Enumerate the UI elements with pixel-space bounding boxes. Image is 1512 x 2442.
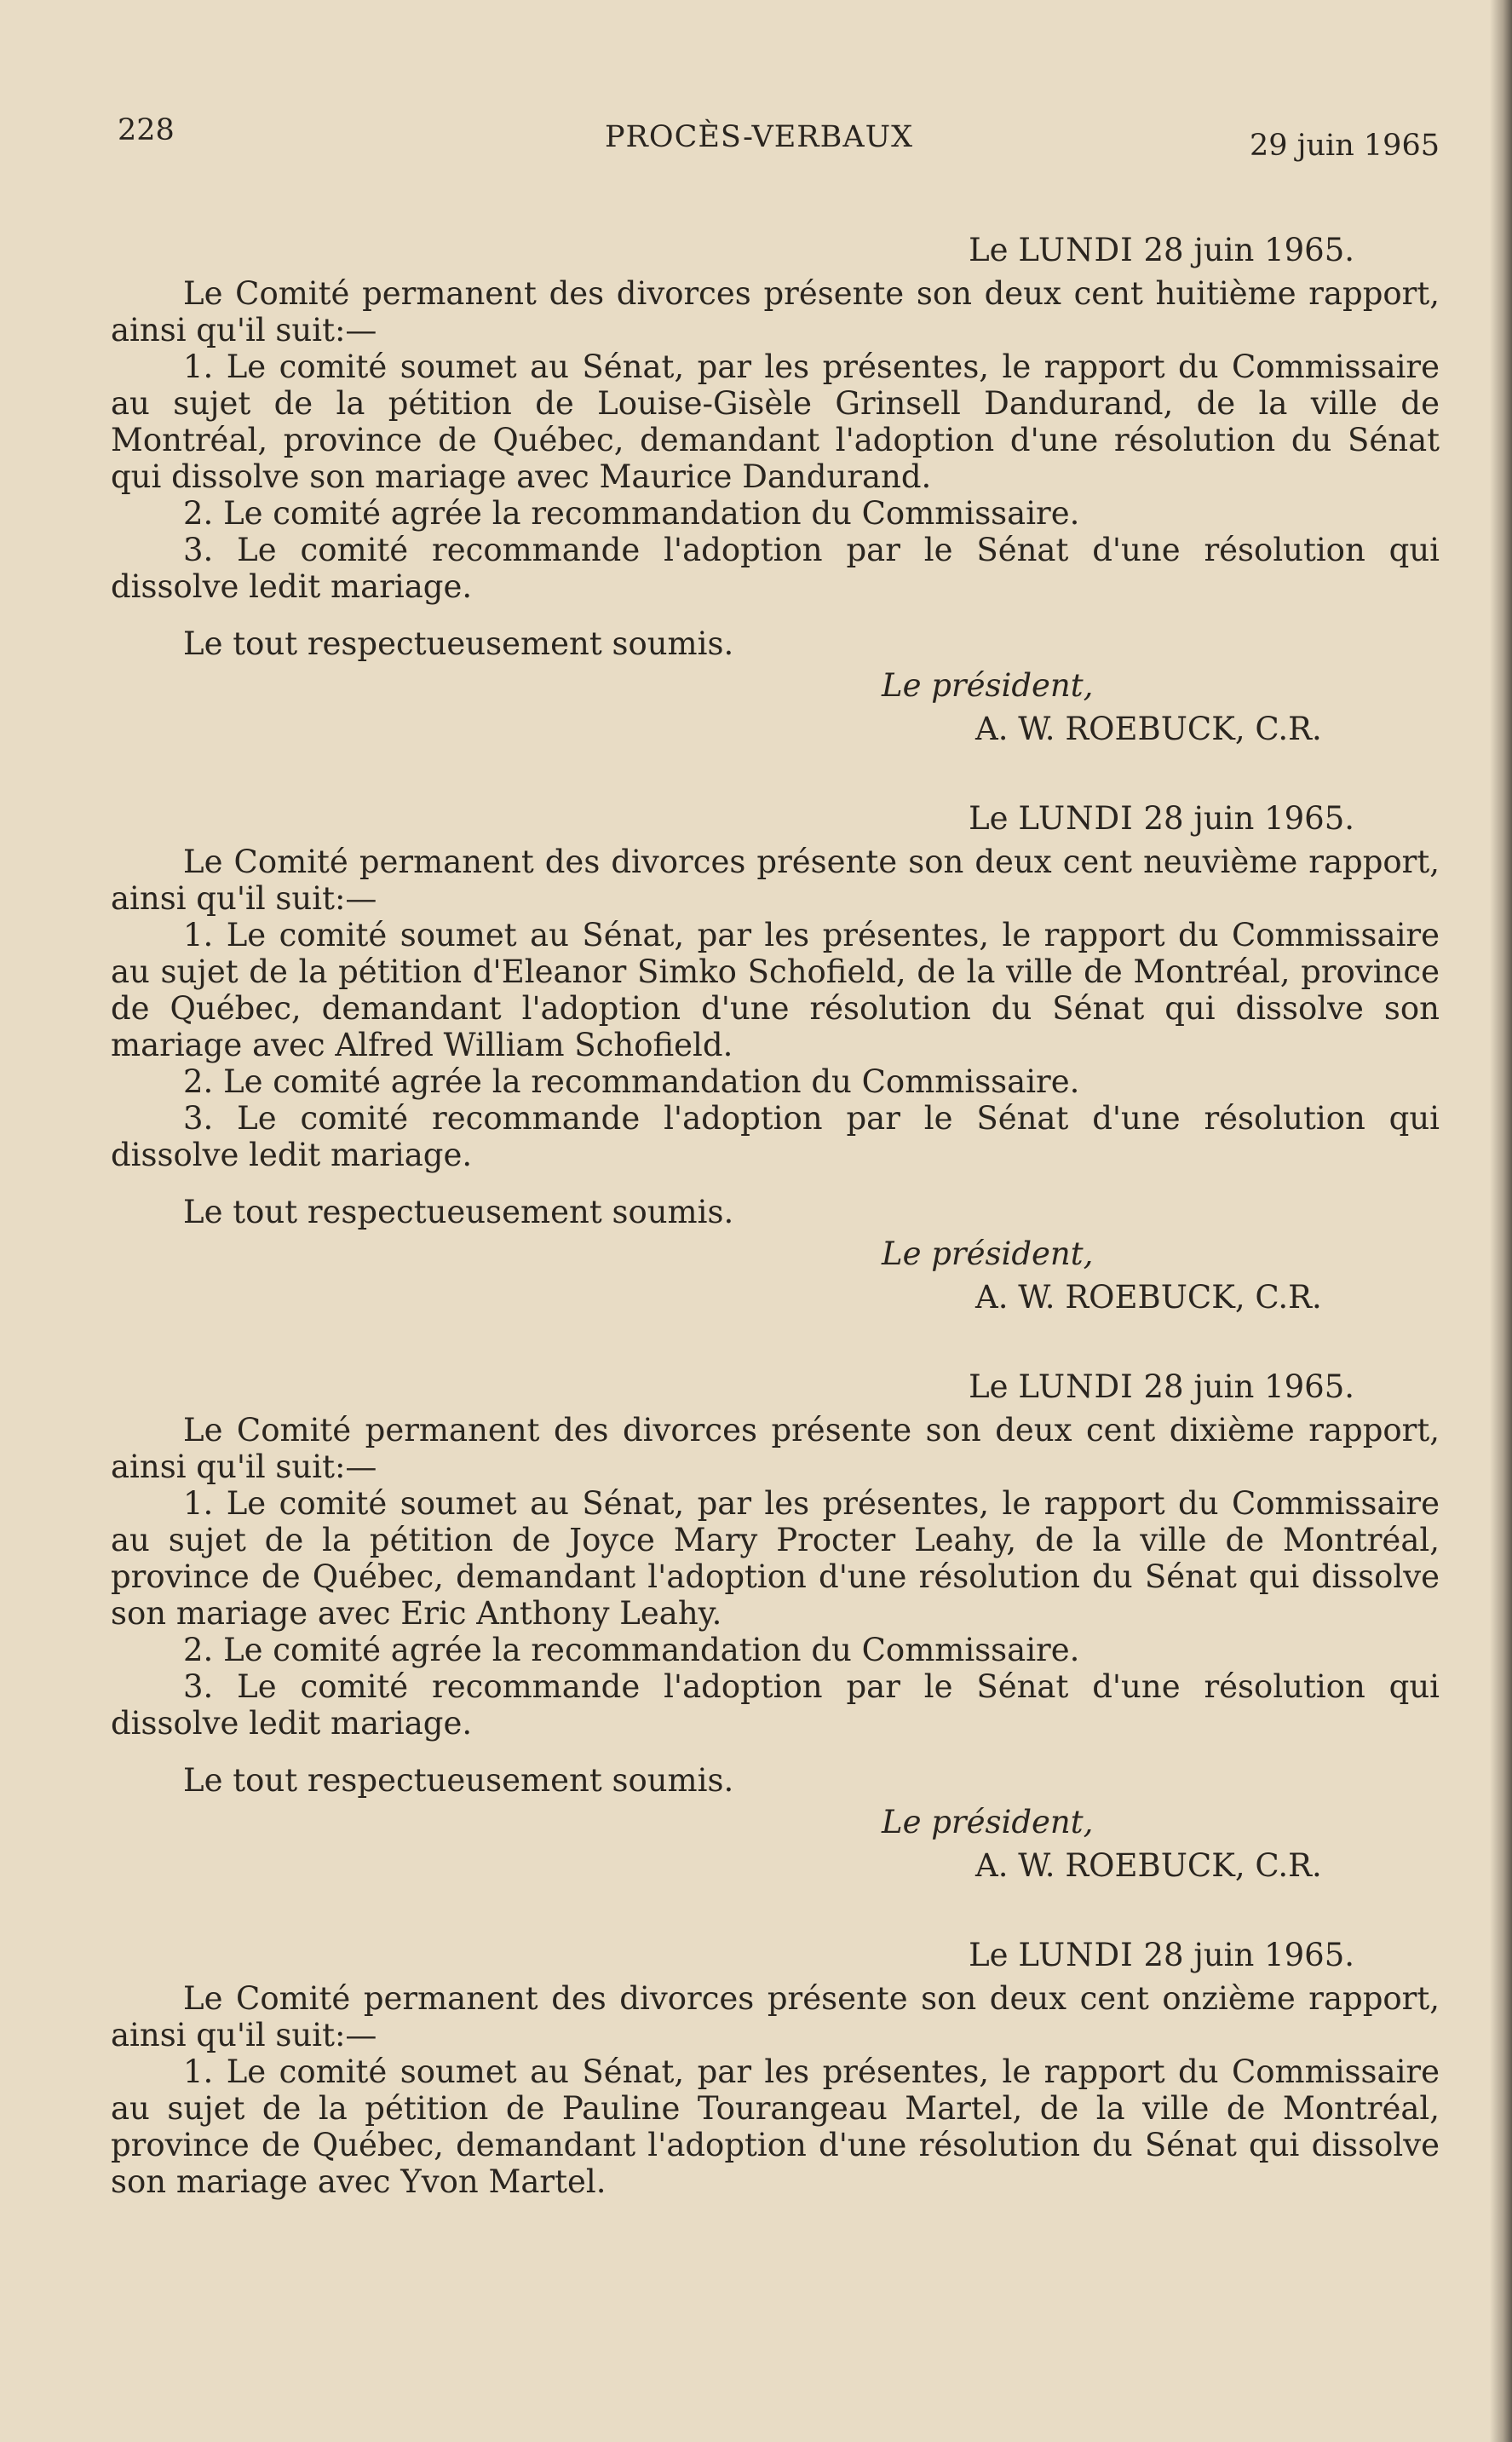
report-date bbox=[111, 232, 1440, 268]
date-rest: 28 juin 1965. bbox=[1143, 1937, 1354, 1973]
running-title: PROCÈS-VERBAUX bbox=[605, 120, 914, 154]
date-rest: 28 juin 1965. bbox=[1143, 800, 1354, 837]
report-item-2: 2. Le comité agrée la recommandation du Commissaire. bbox=[183, 1632, 1080, 1668]
report-closing: Le tout respectueusement soumis. bbox=[183, 1762, 734, 1799]
report-date bbox=[111, 1368, 1440, 1405]
report-intro: Le Comité permanent des divorces présente son deux cent dixième rapport, ainsi qu'il suit:— bbox=[111, 1412, 1440, 1485]
report-208 bbox=[111, 232, 1440, 747]
report-intro: Le Comité permanent des divorces présente son deux cent neuvième rapport, ainsi qu'il suit:— bbox=[111, 844, 1440, 917]
date-prefix: Le bbox=[969, 1368, 1009, 1405]
date-rest: 28 juin 1965. bbox=[1143, 232, 1354, 268]
report-item-1: 1. Le comité soumet au Sénat, par les présentes, le rapport du Commissaire au sujet de la pétition d'Eleanor Simko Schofield, de la ville de Montréal, province de Québec, demandant l'adoption d'une résolution du Sénat qui dissolve son mariage avec Alfred William Schofield. bbox=[111, 917, 1440, 1063]
date-day: LUNDI bbox=[1018, 1368, 1134, 1405]
date-prefix: Le bbox=[969, 800, 1009, 837]
date-prefix: Le bbox=[969, 232, 1009, 268]
signature-name: A. W. ROEBUCK, C.R. bbox=[975, 1847, 1322, 1884]
signature bbox=[882, 1235, 1440, 1316]
page-content bbox=[111, 102, 1440, 2200]
date-day: LUNDI bbox=[1018, 1937, 1134, 1973]
date-prefix: Le bbox=[969, 1937, 1009, 1973]
date-day: LUNDI bbox=[1018, 232, 1134, 268]
report-item-2: 2. Le comité agrée la recommandation du Commissaire. bbox=[183, 495, 1080, 532]
signature-name: A. W. ROEBUCK, C.R. bbox=[975, 1279, 1322, 1316]
header-date: 29 juin 1965 bbox=[1250, 129, 1440, 163]
report-item-1: 1. Le comité soumet au Sénat, par les présentes, le rapport du Commissaire au sujet de la pétition de Louise-Gisèle Grinsell Dandurand, de la ville de Montréal, province de Québec, demandant l'adoption d'une résolution du Sénat qui dissolve son mariage avec Maurice Dandurand. bbox=[111, 348, 1440, 495]
signature-title: Le président, bbox=[882, 1804, 1094, 1840]
page-edge-shadow bbox=[1490, 0, 1512, 2442]
report-item-2: 2. Le comité agrée la recommandation du Commissaire. bbox=[183, 1063, 1080, 1100]
signature bbox=[882, 667, 1440, 747]
report-item-1: 1. Le comité soumet au Sénat, par les présentes, le rapport du Commissaire au sujet de la pétition de Pauline Tourangeau Martel, de la ville de Montréal, province de Québec, demandant l'adoption d'une résolution du Sénat qui dissolve son mariage avec Yvon Martel. bbox=[111, 2053, 1440, 2200]
report-209 bbox=[111, 800, 1440, 1316]
page-number: 228 bbox=[118, 113, 175, 147]
date-rest: 28 juin 1965. bbox=[1143, 1368, 1354, 1405]
report-closing: Le tout respectueusement soumis. bbox=[183, 625, 734, 662]
report-item-3: 3. Le comité recommande l'adoption par le Sénat d'une résolution qui dissolve ledit mariage. bbox=[111, 1100, 1440, 1173]
signature-title: Le président, bbox=[882, 667, 1094, 704]
report-closing: Le tout respectueusement soumis. bbox=[183, 1194, 734, 1230]
signature-title: Le président, bbox=[882, 1235, 1094, 1272]
page-header bbox=[111, 102, 1440, 179]
report-intro: Le Comité permanent des divorces présente son deux cent onzième rapport, ainsi qu'il suit:— bbox=[111, 1980, 1440, 2053]
report-date bbox=[111, 800, 1440, 837]
report-date bbox=[111, 1937, 1440, 1973]
report-210 bbox=[111, 1368, 1440, 1884]
report-item-3: 3. Le comité recommande l'adoption par le Sénat d'une résolution qui dissolve ledit mariage. bbox=[111, 1668, 1440, 1742]
signature bbox=[882, 1804, 1440, 1884]
report-211 bbox=[111, 1937, 1440, 2200]
signature-name: A. W. ROEBUCK, C.R. bbox=[975, 711, 1322, 747]
date-day: LUNDI bbox=[1018, 800, 1134, 837]
report-item-1: 1. Le comité soumet au Sénat, par les présentes, le rapport du Commissaire au sujet de la pétition de Joyce Mary Procter Leahy, de la ville de Montréal, province de Québec, demandant l'adoption d'une résolution du Sénat qui dissolve son mariage avec Eric Anthony Leahy. bbox=[111, 1485, 1440, 1632]
report-item-3: 3. Le comité recommande l'adoption par le Sénat d'une résolution qui dissolve ledit mariage. bbox=[111, 532, 1440, 605]
report-intro: Le Comité permanent des divorces présente son deux cent huitième rapport, ainsi qu'il suit:— bbox=[111, 275, 1440, 348]
